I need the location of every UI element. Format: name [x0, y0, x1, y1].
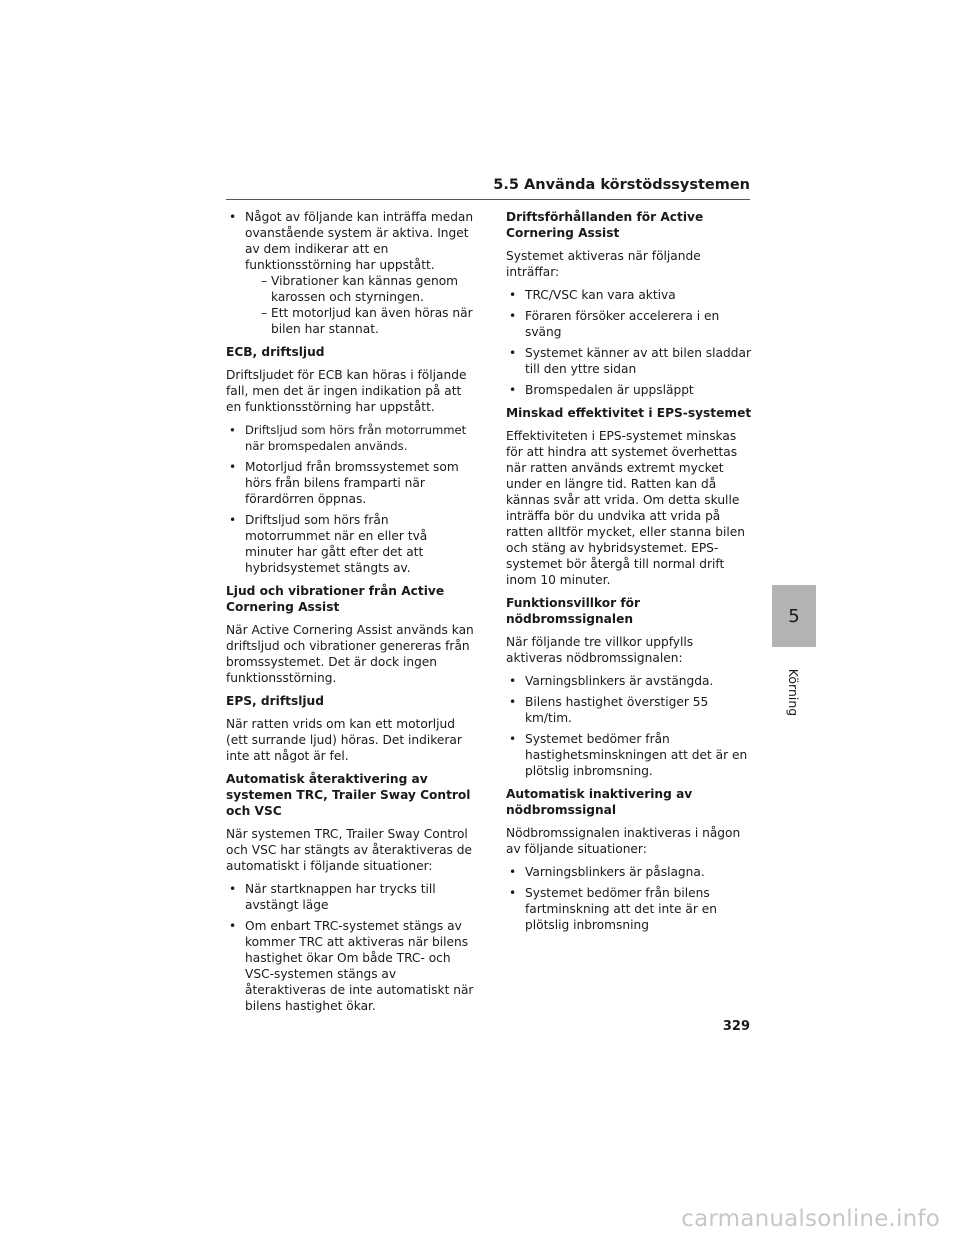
list-item: – Vibrationer kan kännas genom karossen och styrningen.	[245, 273, 474, 305]
list-item: • Föraren försöker accelerera i en sväng	[506, 308, 752, 340]
chapter-tab[interactable]	[772, 585, 816, 647]
list-item: • Om enbart TRC-systemet stängs av kommer TRC att aktiveras när bilens hastighet ökar Om både TRC- och VSC-systemen stängs av återaktiveras de inte automatiskt när bilens hastighet ökar.	[226, 918, 474, 1014]
reactivation-text: När systemen TRC, Trailer Sway Control och VSC har stängts av återaktiveras de automatiskt i följande situationer:	[226, 827, 472, 873]
list-item: • Bromspedalen är uppsläppt	[506, 382, 752, 398]
eps-reduced-text: Effektiviteten i EPS-systemet minskas för att hindra att systemet överhettas när ratten används extremt mycket under en längre tid. Ratten kan då kännas svår att vrida. Om detta skulle inträffa bör du undvika att vrida på ratten alltför mycket, eller stanna bilen och stäng av hybridsystemet. EPS-systemet bör återgå till normal drift inom 10 minuter.	[506, 429, 745, 587]
intro-bullet-text: Något av följande kan inträffa medan ovanstående system är aktiva. Inget av dem indikerar att en funktionsstörning har uppstått.	[245, 210, 474, 272]
chapter-label: Körning	[786, 668, 802, 716]
active-cornering-text: När Active Cornering Assist används kan driftsljud och vibrationer genereras från bromssystemet. Det är dock ingen funktionsstörning.	[226, 623, 474, 685]
operating-conditions-list	[506, 287, 752, 398]
right-column	[506, 209, 752, 940]
list-item: • Systemet bedömer från hastighetsminskningen att det är en plötslig inbromsning.	[506, 731, 752, 779]
eps-heading: EPS, driftsljud	[226, 694, 324, 708]
emergency-deactivation-heading: Automatisk inaktivering av nödbromssignal	[506, 787, 693, 817]
list-item: • Motorljud från bromssystemet som hörs från bilens framparti när förardörren öppnas.	[226, 459, 474, 507]
list-item: • Systemet bedömer från bilens fartminskning att det inte är en plötslig inbromsning	[506, 885, 752, 933]
header-divider	[226, 199, 750, 200]
emergency-deactivation-list	[506, 864, 752, 933]
ecb-list	[226, 422, 474, 576]
page-number: 329	[722, 1019, 750, 1034]
reactivation-heading: Automatisk återaktivering av systemen TRC, Trailer Sway Control och VSC	[226, 772, 471, 818]
list-item: • Driftsljud som hörs från motorrummet när bromspedalen används.	[226, 422, 474, 454]
list-item: • Systemet känner av att bilen sladdar till den yttre sidan	[506, 345, 752, 377]
intro-list	[226, 209, 474, 337]
chapter-label-container	[766, 662, 822, 722]
emergency-signal-text: När följande tre villkor uppfylls aktiveras nödbromssignalen:	[506, 635, 694, 665]
list-item: – Ett motorljud kan även höras när bilen har stannat.	[245, 305, 474, 337]
intro-dash-list	[245, 273, 474, 337]
list-item: • Varningsblinkers är avstängda.	[506, 673, 752, 689]
list-item: • TRC/VSC kan vara aktiva	[506, 287, 752, 303]
eps-text: När ratten vrids om kan ett motorljud (ett surrande ljud) höras. Det indikerar inte att något är fel.	[226, 717, 462, 763]
list-item	[226, 209, 474, 337]
eps-reduced-heading: Minskad effektivitet i EPS-systemet	[506, 406, 752, 420]
emergency-signal-heading: Funktionsvillkor för nödbromssignalen	[506, 596, 641, 626]
list-item: • När startknappen har trycks till avstängt läge	[226, 881, 474, 913]
active-cornering-heading: Ljud och vibrationer från Active Cornering Assist	[226, 584, 445, 614]
emergency-signal-list	[506, 673, 752, 779]
reactivation-list	[226, 881, 474, 1014]
operating-conditions-text: Systemet aktiveras när följande inträffar:	[506, 249, 701, 279]
emergency-deactivation-text: Nödbromssignalen inaktiveras i någon av följande situationer:	[506, 826, 741, 856]
list-item: • Bilens hastighet överstiger 55 km/tim.	[506, 694, 752, 726]
section-title: 5.5 Använda körstödssystemen	[493, 177, 750, 193]
ecb-text: Driftsljudet för ECB kan höras i följande fall, men det är ingen indikation på att en funktionsstörning har uppstått.	[226, 368, 467, 414]
list-item: • Driftsljud som hörs från motorrummet när en eller två minuter har gått efter det att hybridsystemet stängts av.	[226, 512, 474, 576]
ecb-heading: ECB, driftsljud	[226, 345, 325, 359]
watermark: carmanualsonline.info	[681, 1206, 940, 1232]
operating-conditions-heading: Driftsförhållanden för Active Cornering Assist	[506, 210, 704, 240]
list-item: • Varningsblinkers är påslagna.	[506, 864, 752, 880]
chapter-number: 5	[788, 605, 800, 627]
left-column	[226, 209, 474, 1021]
